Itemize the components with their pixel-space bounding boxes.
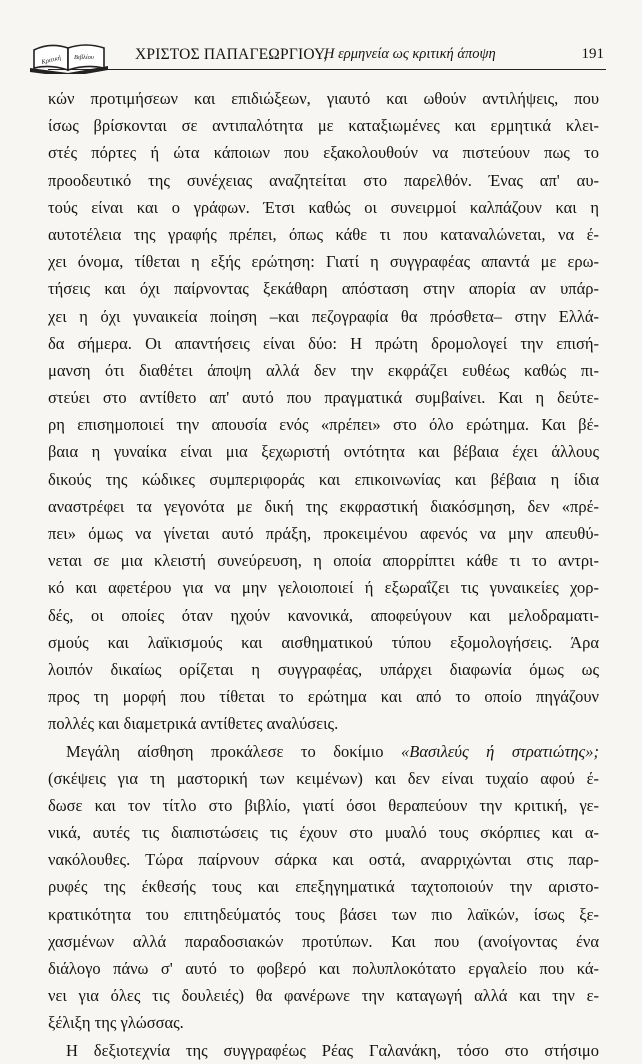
text-line: πει» όμως να γίνεται αυτό πράξη, προκειμένου αφενός να μην απευθύ- bbox=[48, 524, 599, 543]
text-line: λοιπόν δικαίως ορίζεται η συγγραφέας, υπάρχει διαφωνία όμως ως bbox=[48, 659, 599, 679]
text-line: νικά, αυτές τις διαπιστώσεις τις έχουν στο μυαλό τους σκόρπιες και α- bbox=[48, 823, 599, 843]
text-line: ρυφές της έκθεσής τους και επεξηγηματικά ταχτοποιούν την αριστο- bbox=[48, 877, 599, 897]
text-run: Μεγάλη αίσθηση προκάλεσε το δοκίμιο bbox=[66, 741, 402, 761]
text-line: νει για όλες τις δουλειές) θα φανέρωνε την καταγωγή αλλά και την ε- bbox=[48, 986, 599, 1006]
text-line: χει όνομα, τίθεται η εξής ερώτηση: Γιατί η συγγραφέας απαντά με ερω- bbox=[48, 252, 599, 272]
text-line: τήσεις και όχι παίρνοντας ξεκάθαρη απόσταση στην απορία αν υπάρ- bbox=[48, 279, 599, 299]
text-line: βαια η γυναίκα είναι μια ξεχωριστή οντότητα και βέβαια έχει άλλους bbox=[48, 442, 599, 462]
text-line: τούς είναι και ο γράφων. Έτσι καθώς οι συνειρμοί καλπάζουν και η bbox=[48, 197, 599, 217]
page-number: 191 bbox=[581, 46, 604, 62]
text-line: προς τη μορφή που τίθεται το ερώτημα και από το οποίο πηγάζουν bbox=[48, 687, 599, 707]
text-line: κών προτιμήσεων και επιδιώξεων, γιαυτό και ωθούν αντιλήψεις, που bbox=[48, 89, 599, 108]
text-line: Η δεξιοτεχνία της συγγραφέως Ρέας Γαλανάκη, τόσο στο στήσιμο bbox=[66, 1040, 599, 1060]
text-line: στές πόρτες ή ώτα κάποιων που εξακολουθούν να πιστεύουν πως το bbox=[48, 143, 599, 163]
text-line: ίσως βρίσκονται σε αντιπαλότητα με καταξιωμένες και ερμητικά κλει- bbox=[48, 116, 599, 136]
paragraph-2-first-line bbox=[48, 738, 599, 765]
text-line: ξέλιξη της γλώσσας. bbox=[48, 1013, 184, 1033]
header-book-title: Η ερμηνεία ως κριτική άποψη bbox=[324, 46, 496, 62]
header-rule bbox=[48, 69, 606, 70]
text-line: κρατικότητα του επιτηδεύματός τους βάσει των πιο λαϊκών, ίσως ξε- bbox=[48, 904, 599, 924]
logo-text-right: Βιβλίου bbox=[74, 54, 94, 61]
text-line: διάλογο πάνω σ' αυτό το φοβερό και πολυπλοκότατο εργαλείο που κά- bbox=[48, 959, 599, 978]
essay-title: «Βασιλεύς ή στρατιώτης»; bbox=[401, 741, 599, 761]
header-author: ΧΡΙΣΤΟΣ ΠΑΠΑΓΕΩΡΓΙΟΥ, bbox=[135, 46, 328, 63]
text-line: χασμένων αλλά παραδοσιακών προτύπων. Και που (ανοίγοντας ένα bbox=[48, 931, 599, 951]
text-line: νεται σε μια κλειστή συνεύρευση, η οποία απορρίπτει κάθε τι το αντρι- bbox=[48, 551, 599, 571]
text-line: αναστρέφει τα γεγονότα με δική της εκφραστική διακόσμηση, δεν «πρέ- bbox=[48, 496, 599, 516]
text-line: κό και αφετέρου για να μην γελοιοποιεί ή εξωραΐζει τις γυναικείες χορ- bbox=[48, 578, 599, 598]
text-line: αυτοτέλεια της γραφής πρέπει, όπως κάθε τι που καταναλώνεται, να έ- bbox=[48, 224, 599, 244]
text-line: δα σήμερα. Οι απαντήσεις είναι δύο: Η πρώτη δρομολογεί την επισή- bbox=[48, 333, 599, 353]
text-line: ρη επισημοποιεί την απουσία ενός «πρέπει» στο όλο ερώτημα. Και βέ- bbox=[48, 415, 599, 435]
text-line: (σκέψεις για τη μαστορική των κειμένων) και δεν είναι τυχαίο αφού έ- bbox=[48, 768, 599, 788]
text-line: χει η όχι γυναικεία ποίηση –και πεζογραφία θα πρόσθετα– στην Ελλά- bbox=[48, 306, 599, 326]
text-line: πολλές και διαμετρικά αντίθετες αναλύσεις. bbox=[48, 714, 339, 734]
text-line: στεύει στο αντίθετο απ' αυτό που πραγματικά συμβαίνει. Και η δεύτε- bbox=[48, 388, 599, 408]
text-line: δές, οι οποίες όταν ηχούν κανονικά, αποφεύγουν και μελοδραματι- bbox=[48, 605, 599, 625]
body-text bbox=[48, 85, 599, 1064]
text-line: δωσε και τον τίτλο στο βιβλίο, γιατί όσοι θεραπεύουν την κριτική, γε- bbox=[48, 795, 599, 815]
running-header bbox=[28, 38, 606, 74]
text-line: μανση ότι διαθέτει άποψη αλλά δεν την εκφράζει ευθέως καθώς πι- bbox=[48, 360, 599, 380]
text-line: σμούς και λαϊκισμούς και αισθηματικού τύπου εξομολογήσεις. Άρα bbox=[48, 632, 599, 652]
logo-text-left: Κριτική bbox=[40, 54, 62, 67]
text-line: νακόλουθες. Τώρα παίρνουν σάρκα και οστά, αναρριχώνται στις παρ- bbox=[48, 850, 599, 870]
text-line: δικούς της κώδικες συμπεριφοράς και επικοινωνίας και βέβαια η ίδια bbox=[48, 469, 599, 489]
text-line: προοδευτικό της συνέχειας αναζητείται στο παρελθόν. Ένας απ' αυ- bbox=[48, 170, 599, 190]
